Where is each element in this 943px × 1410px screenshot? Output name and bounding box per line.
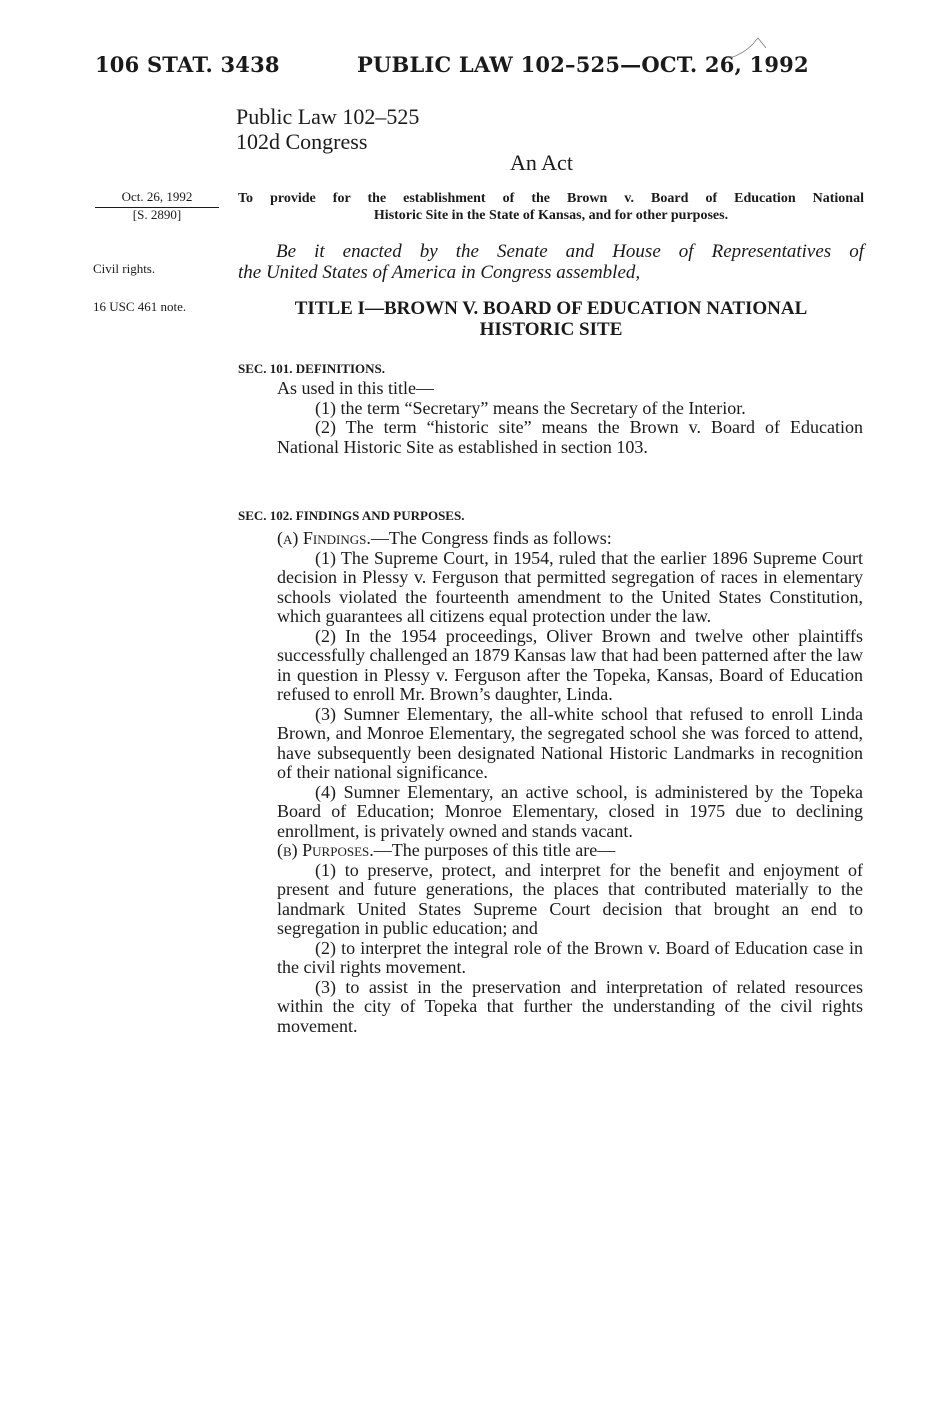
enacting-line-2: the United States of America in Congress assembled, — [238, 262, 641, 283]
pencil-mark-icon — [728, 34, 768, 64]
enacting-clause — [238, 241, 864, 283]
act-heading: An Act — [510, 150, 573, 175]
law-number: Public Law 102–525 — [236, 104, 420, 129]
page-header-citation: 106 STAT. 3438 — [95, 52, 280, 77]
margin-subject: Civil rights. — [93, 261, 156, 276]
margin-date: Oct. 26, 1992 — [95, 189, 219, 208]
findings-label: (a) Findings. — [277, 528, 371, 548]
purpose-3: (3) to assist in the preservation and interpretation of related resources within the city of Topeka that further the understanding of the civil rights movement. — [277, 976, 863, 1036]
finding-4: (4) Sumner Elementary, an active school, is administered by the Topeka Board of Education; Monroe Elementary, closed in 1975 due to declining enrollment, is privately owned and stands vacant. — [277, 781, 863, 841]
title-heading-line-2: HISTORIC SITE — [479, 319, 623, 340]
purpose-1: (1) to preserve, protect, and interpret for the benefit and enjoyment of present and future generations, the places that contributed materially to the landmark United States Supreme Court decision that brought an end to segregation in public education; and — [277, 859, 863, 938]
finding-2: (2) In the 1954 proceedings, Oliver Brown and twelve other plaintiffs successfully challenged an 1879 Kansas law that had been patterned after the law in question in Plessy v. Ferguson after the Topeka, Kansas, Board of Education refused to enroll Mr. Brown’s daughter, Linda. — [277, 625, 863, 704]
title-heading — [238, 298, 864, 340]
finding-3: (3) Sumner Elementary, the all-white school that refused to enroll Linda Brown, and Monroe Elementary, the segregated school she was forced to attend, have subsequently been designated National Historic Landmarks in recognition of their national significance. — [277, 703, 863, 782]
purposes-intro-text: —The purposes of this title are— — [373, 840, 616, 860]
section-102-heading: SEC. 102. FINDINGS AND PURPOSES. — [238, 508, 465, 523]
purpose-line-2: Historic Site in the State of Kansas, and for other purposes. — [373, 208, 729, 223]
definition-1: (1) the term “Secretary” means the Secretary of the Interior. — [315, 397, 746, 418]
definition-2: (2) The term “historic site” means the Brown v. Board of Education National Historic Site as established in section 103. — [277, 417, 863, 457]
enacting-line-1: Be it enacted by the Senate and House of Representatives of — [276, 241, 864, 262]
finding-1: (1) The Supreme Court, in 1954, ruled that the earlier 1896 Supreme Court decision in Plessy v. Ferguson that permitted segregation of races in elementary schools violated the fourteenth amendment to the United States Constitution, which guarantees all citizens equal protection under the law. — [277, 547, 863, 626]
law-title-block — [236, 104, 419, 154]
title-heading-line-1: TITLE I—BROWN V. BOARD OF EDUCATION NATIONAL — [294, 298, 808, 319]
purposes-intro — [277, 841, 863, 861]
margin-usc-note: 16 USC 461 note. — [93, 299, 187, 314]
page-header-law: PUBLIC LAW 102–525—OCT. 26, 1992 — [357, 52, 809, 77]
findings-intro — [277, 529, 863, 549]
purposes-label: (b) Purposes. — [277, 840, 374, 860]
margin-bill-number: [S. 2890] — [132, 207, 182, 222]
purpose-2: (2) to interpret the integral role of the Brown v. Board of Education case in the civil rights movement. — [277, 937, 863, 977]
section-101-body — [277, 379, 863, 457]
section-102-body — [277, 529, 863, 1036]
purpose-line-1: To provide for the establishment of the Brown v. Board of Education National — [238, 191, 864, 206]
purpose-statement — [238, 190, 864, 224]
section-101-heading: SEC. 101. DEFINITIONS. — [238, 361, 386, 376]
congress-number: 102d Congress — [236, 129, 368, 154]
findings-intro-text: —The Congress finds as follows: — [370, 528, 612, 548]
section-101-intro: As used in this title— — [277, 378, 434, 398]
